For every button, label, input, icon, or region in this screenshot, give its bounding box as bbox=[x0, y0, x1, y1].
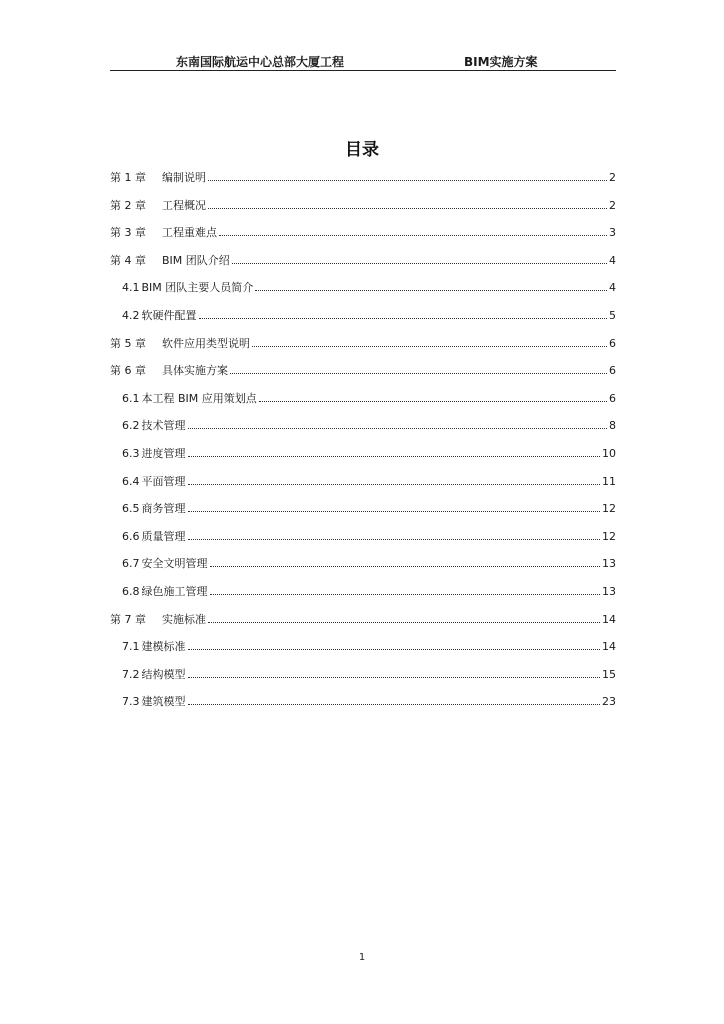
toc-section-entry[interactable] bbox=[122, 391, 616, 407]
toc-dot-leader bbox=[188, 456, 601, 457]
toc-entry-number: 7.1 bbox=[122, 640, 140, 654]
toc-entry-number: 6.7 bbox=[122, 557, 140, 571]
toc-section-entry[interactable] bbox=[122, 308, 616, 324]
toc-entry-label: 安全文明管理 bbox=[141, 557, 208, 571]
toc-chapter-entry[interactable] bbox=[110, 170, 616, 186]
toc-entry-page: 12 bbox=[602, 529, 616, 543]
toc-entry-page: 13 bbox=[602, 557, 616, 571]
toc-dot-leader bbox=[188, 704, 601, 705]
toc-entry-number: 7.3 bbox=[122, 695, 140, 709]
toc-entry-page: 13 bbox=[602, 585, 616, 598]
toc-chapter-entry[interactable] bbox=[110, 336, 616, 352]
toc-entry-label: 本工程 BIM 应用策划点 bbox=[141, 391, 257, 405]
page-number: 1 bbox=[358, 952, 366, 963]
toc-dot-leader bbox=[208, 180, 607, 181]
toc-entry-label: 建筑模型 bbox=[141, 695, 186, 709]
toc-entry-label: 建模标准 bbox=[141, 640, 186, 654]
toc-dot-leader bbox=[188, 539, 601, 540]
toc-dot-leader bbox=[208, 208, 607, 209]
toc-entry-label: BIM 团队介绍 bbox=[162, 253, 230, 267]
toc-entry-number: 6.6 bbox=[122, 529, 140, 543]
toc-section-entry[interactable] bbox=[122, 667, 616, 683]
toc-entry-label: 进度管理 bbox=[141, 447, 186, 460]
toc-entry-number: 第 1 章 bbox=[110, 171, 146, 184]
toc-entry-label: 平面管理 bbox=[141, 474, 186, 488]
toc-dot-leader bbox=[219, 235, 607, 236]
toc-entry-label: 软件应用类型说明 bbox=[162, 336, 250, 350]
toc-entry-page: 4 bbox=[609, 253, 616, 267]
toc-entry-number: 4.2 bbox=[122, 309, 140, 322]
toc-entry-label: 商务管理 bbox=[141, 502, 186, 516]
toc-entry-number: 6.4 bbox=[122, 474, 140, 488]
toc-entry-label: 质量管理 bbox=[141, 529, 186, 543]
toc-entry-page: 6 bbox=[609, 364, 616, 378]
toc-entry-label: 绿色施工管理 bbox=[141, 585, 208, 598]
toc-chapter-entry[interactable] bbox=[110, 363, 616, 379]
toc-dot-leader bbox=[210, 566, 601, 567]
toc-section-entry[interactable] bbox=[122, 501, 616, 517]
toc-chapter-entry[interactable] bbox=[110, 253, 616, 269]
toc-entry-number: 6.2 bbox=[122, 419, 140, 433]
toc-entry-number: 6.1 bbox=[122, 391, 140, 405]
toc-dot-leader bbox=[208, 622, 600, 623]
toc-entry-page: 8 bbox=[609, 419, 616, 433]
toc-entry-label: 编制说明 bbox=[162, 171, 206, 184]
toc-entry-number: 第 5 章 bbox=[110, 336, 146, 350]
toc-dot-leader bbox=[188, 428, 608, 429]
toc-entry-number: 6.5 bbox=[122, 502, 140, 516]
toc-dot-leader bbox=[188, 677, 601, 678]
toc-entry-number: 6.8 bbox=[122, 585, 140, 598]
toc-entry-number: 第 6 章 bbox=[110, 364, 146, 378]
toc-entry-page: 15 bbox=[602, 667, 616, 681]
toc-entry-label: 工程重难点 bbox=[162, 226, 217, 240]
toc-entry-page: 6 bbox=[609, 336, 616, 350]
toc-entry-page: 11 bbox=[602, 474, 616, 488]
header-document-name: BIM实施方案 bbox=[464, 55, 538, 69]
toc-entry-page: 10 bbox=[602, 447, 616, 460]
page-header bbox=[110, 52, 616, 71]
toc-dot-leader bbox=[232, 263, 607, 264]
toc-dot-leader bbox=[199, 318, 608, 319]
toc-entry-page: 14 bbox=[602, 640, 616, 654]
toc-chapter-entry[interactable] bbox=[110, 225, 616, 241]
toc-section-entry[interactable] bbox=[122, 639, 616, 655]
toc-entry-label: 实施标准 bbox=[162, 612, 206, 626]
toc-dot-leader bbox=[188, 484, 601, 485]
toc-entry-page: 12 bbox=[602, 502, 616, 516]
toc-entry-page: 6 bbox=[609, 391, 616, 405]
toc-entry-page: 2 bbox=[609, 171, 616, 184]
toc-entry-number: 第 2 章 bbox=[110, 198, 146, 212]
toc-entry-number: 第 4 章 bbox=[110, 253, 146, 267]
toc-entry-number: 4.1 bbox=[122, 281, 140, 295]
toc-entry-page: 23 bbox=[602, 695, 616, 709]
toc-entry-label: 技术管理 bbox=[141, 419, 186, 433]
toc-section-entry[interactable] bbox=[122, 446, 616, 462]
toc-dot-leader bbox=[188, 511, 601, 512]
toc-section-entry[interactable] bbox=[122, 529, 616, 545]
toc-entry-page: 3 bbox=[609, 226, 616, 240]
toc-chapter-entry[interactable] bbox=[110, 198, 616, 214]
toc-entry-label: 结构模型 bbox=[141, 667, 186, 681]
toc-section-entry[interactable] bbox=[122, 694, 616, 710]
toc-chapter-entry[interactable] bbox=[110, 612, 616, 628]
toc-entry-number: 6.3 bbox=[122, 447, 140, 460]
toc-entry-label: BIM 团队主要人员简介 bbox=[141, 281, 254, 295]
toc-entry-label: 工程概况 bbox=[162, 198, 206, 212]
toc-section-entry[interactable] bbox=[122, 474, 616, 490]
toc-section-entry[interactable] bbox=[122, 584, 616, 600]
toc-dot-leader bbox=[252, 346, 607, 347]
toc-entry-label: 软硬件配置 bbox=[141, 309, 197, 322]
toc-entry-number: 第 3 章 bbox=[110, 226, 146, 240]
toc-dot-leader bbox=[259, 401, 607, 402]
toc-entry-page: 5 bbox=[609, 309, 616, 322]
toc-dot-leader bbox=[230, 373, 607, 374]
toc-dot-leader bbox=[255, 290, 607, 291]
toc-entry-number: 第 7 章 bbox=[110, 612, 146, 626]
toc-entry-label: 具体实施方案 bbox=[162, 364, 228, 378]
toc-section-entry[interactable] bbox=[122, 280, 616, 296]
header-project-name: 东南国际航运中心总部大厦工程 bbox=[176, 55, 345, 69]
toc-title: 目录 bbox=[345, 140, 379, 160]
toc-dot-leader bbox=[210, 594, 601, 595]
toc-entry-page: 4 bbox=[609, 281, 616, 295]
toc-entry-number: 7.2 bbox=[122, 667, 140, 681]
toc-section-entry[interactable] bbox=[122, 556, 616, 572]
toc-section-entry[interactable] bbox=[122, 418, 616, 434]
toc-dot-leader bbox=[188, 649, 601, 650]
toc-entry-page: 14 bbox=[602, 612, 616, 626]
toc-entry-page: 2 bbox=[609, 198, 616, 212]
